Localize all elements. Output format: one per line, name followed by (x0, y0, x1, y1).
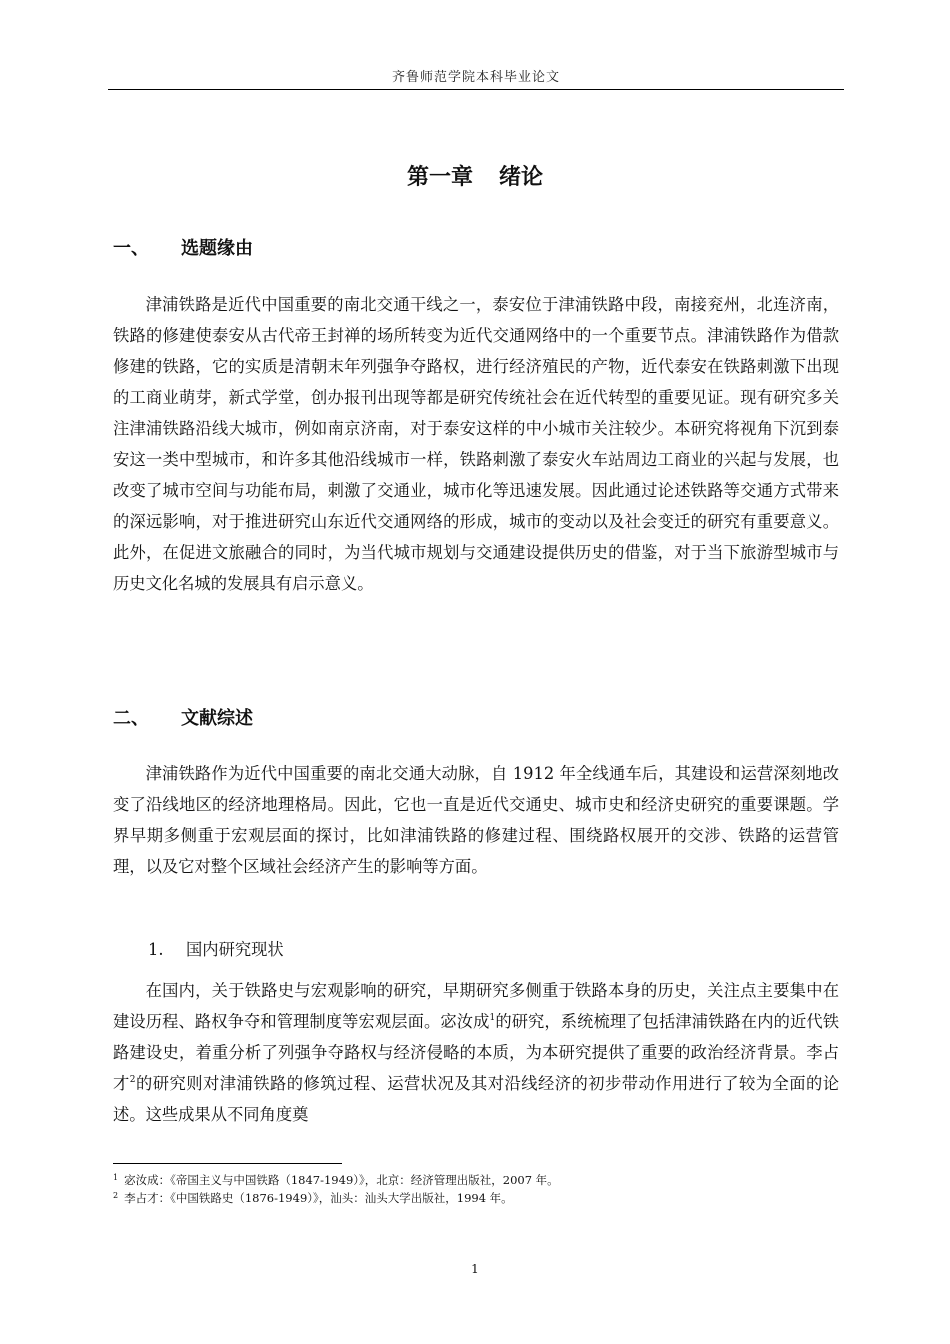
section-number: 一、 (113, 238, 149, 259)
chapter-title (0, 160, 950, 191)
chapter-name: 绪论 (499, 165, 544, 190)
section-paragraph-1: 津浦铁路是近代中国重要的南北交通干线之一，泰安位于津浦铁路中段，南接兖州，北连济南，铁路的修建使泰安从古代帝王封禅的场所转变为近代交通网络中的一个重要节点。津浦铁路作为借款修建的铁路，它的实质是清朝末年列强争夺路权，进行经济殖民的产物，近代泰安在铁路刺激下出现的工商业萌芽，新式学堂，创办报刊出现等都是研究传统社会在近代转型的重要见证。现有研究多关注津浦铁路沿线大城市，例如南京济南，对于泰安这样的中小城市关注较少。本研究将视角下沉到泰安这一类中型城市，和许多其他沿线城市一样，铁路刺激了泰安火车站周边工商业的兴起与发展，也改变了城市空间与功能布局，刺激了交通业，城市化等迅速发展。因此通过论述铁路等交通方式带来的深远影响，对于推进研究山东近代交通网络的形成，城市的变动以及社会变迁的研究有重要意义。此外，在促进文旅融合的同时，为当代城市规划与交通建设提供历史的借鉴，对于当下旅游型城市与历史文化名城的发展具有启示意义。 (113, 295, 839, 593)
chapter-number: 第一章 (406, 165, 473, 190)
section-number: 二、 (113, 708, 149, 729)
section-heading-1 (113, 234, 253, 260)
subsection-heading (148, 936, 284, 960)
header-rule (108, 89, 844, 90)
footnote-ref-2[interactable]: 2 (129, 1075, 136, 1085)
section-heading-2 (113, 704, 253, 730)
subsection-number: 1. (148, 940, 164, 959)
footnote-1: $^1$ 宓汝成：《帝国主义与中国铁路（1847-1949）》，北京：经济管理出版社，2007 年。 (113, 1173, 559, 1187)
section-paragraph-2: 津浦铁路作为近代中国重要的南北交通大动脉，自 1912 年全线通车后，其建设和运营深刻地改变了沿线地区的经济地理格局。因此，它也一直是近代交通史、城市史和经济史研究的重要课题。学界早期多侧重于宏观层面的探讨，比如津浦铁路的修建过程、围绕路权展开的交涉、铁路的运营管理，以及它对整个区域社会经济产生的影响等方面。 (113, 764, 839, 876)
section-title: 选题缘由 (181, 238, 253, 259)
domestic-research-paragraph: 在国内，关于铁路史与宏观影响的研究，早期研究多侧重于铁路本身的历史，关注点主要集中在建设历程、路权争夺和管理制度等宏观层面。宓汝成$^1$的研究，系统梳理了包括津浦铁路在内的近代铁路建设史，着重分析了列强争夺路权与经济侵略的本质，为本研究提供了重要的政治经济背景。李占才$^2$的研究则对津浦铁路的修筑过程、运营状况及其对沿线经济的初步带动作用进行了较为全面的论述。这些成果从不同角度奠 (113, 981, 839, 1124)
running-header: 齐鲁师范学院本科毕业论文 (391, 70, 560, 85)
footnote-separator (113, 1163, 342, 1164)
footnote-2: $^2$ 李占才：《中国铁路史（1876-1949）》，汕头：汕头大学出版社，1994 年。 (113, 1191, 513, 1205)
section-title: 文献综述 (181, 708, 253, 729)
footnote-ref-1[interactable]: 1 (489, 1013, 496, 1023)
subsection-title: 国内研究现状 (186, 940, 284, 959)
page-number: 1 (471, 1262, 479, 1276)
